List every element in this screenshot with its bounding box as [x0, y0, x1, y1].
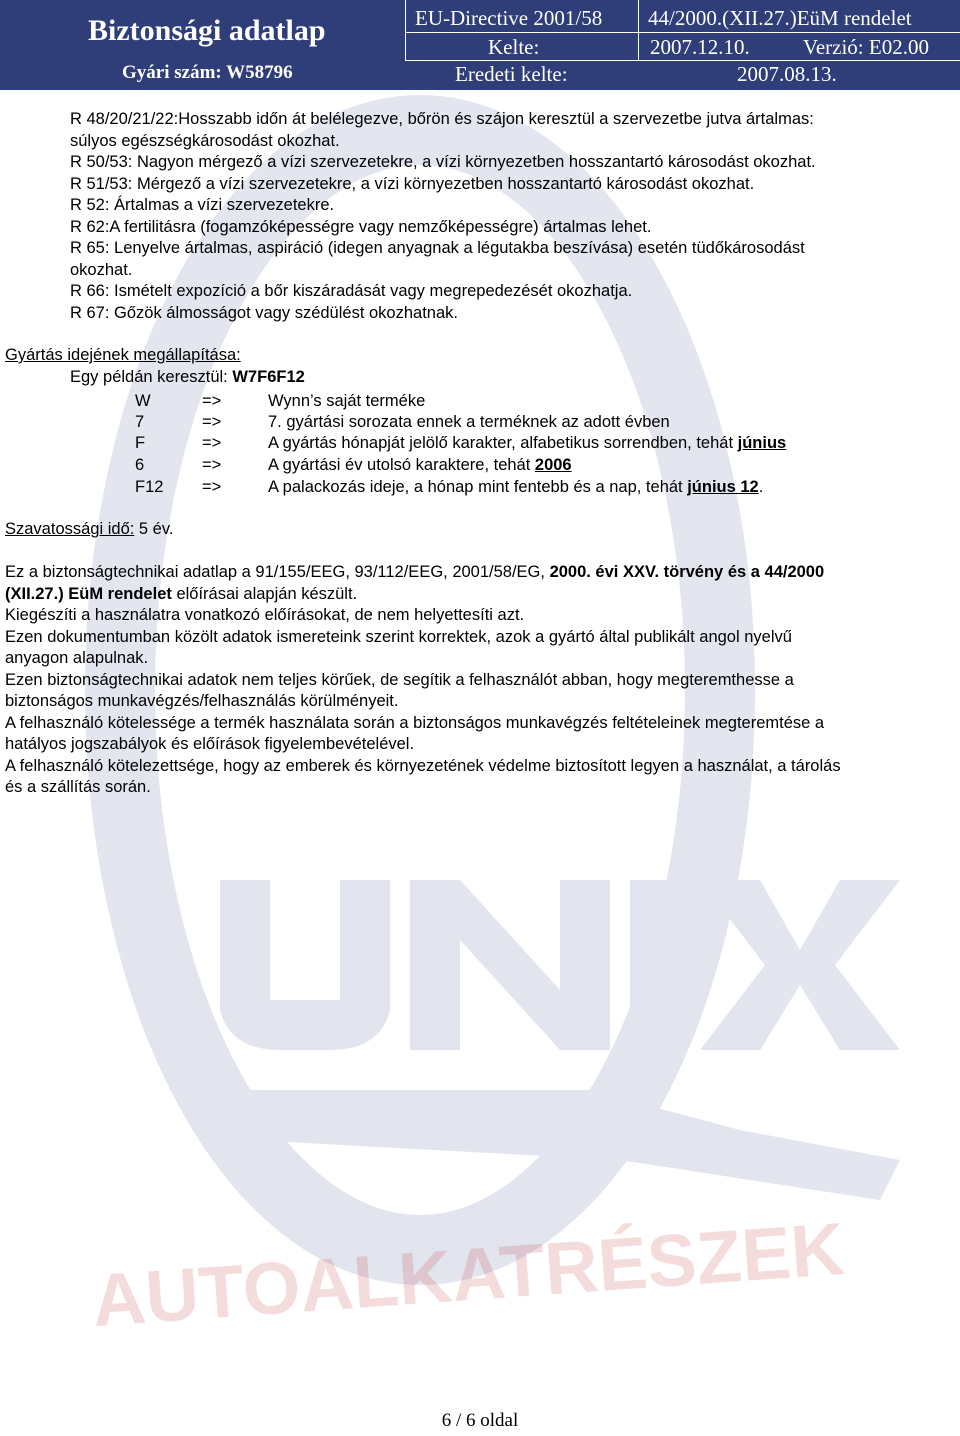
r-phrase: R 67: Gőzök álmosságot vagy szédülést okozhatnak.	[70, 303, 458, 322]
code-description: A gyártás hónapját jelölő karakter, alfabetikus sorrendben, tehát június	[268, 434, 787, 452]
arrow: =>	[202, 434, 222, 452]
kelte-value: 2007.12.10.	[650, 35, 750, 59]
arrow: =>	[202, 456, 222, 474]
header-divider	[638, 0, 639, 60]
code-description: A palackozás ideje, a hónap mint fentebb és a nap, tehát június 12.	[268, 478, 764, 496]
closing-line: Ezen biztonságtechnikai adatok nem teljes körűek, de segítik a felhasználót abban, hogy megteremthesse a	[5, 670, 794, 689]
r-phrase: súlyos egészségkárosodást okozhat.	[70, 131, 340, 150]
original-date-value: 2007.08.13.	[737, 62, 837, 86]
header-divider	[405, 60, 960, 61]
code-description: 7. gyártási sorozata ennek a terméknek az adott évben	[268, 413, 670, 431]
code-letter: 6	[135, 456, 145, 474]
page-number: 6 / 6 oldal	[441, 1410, 519, 1431]
serial-number: Gyári szám: W58796	[122, 62, 293, 83]
header-divider	[0, 90, 960, 92]
decree: 44/2000.(XII.27.)EüM rendelet	[648, 6, 912, 30]
code-letter: W	[135, 392, 151, 410]
version: Verzió: E02.00	[803, 35, 929, 59]
closing-statements	[5, 562, 841, 799]
production-heading: Gyártás idejének megállapítása:	[5, 346, 241, 364]
page-header	[0, 0, 960, 92]
shelf-life: Szavatossági idő: 5 év.	[5, 520, 174, 538]
closing-line: biztonságos munkavégzés/felhasználás körülményeit.	[5, 692, 399, 710]
closing-line: A felhasználó kötelezettsége, hogy az emberek és környezetének védelme biztosított legyen a használat, a tárolás	[5, 756, 841, 775]
r-phrase: okozhat.	[70, 260, 133, 279]
r-phrase-list	[70, 109, 816, 324]
arrow: =>	[202, 478, 222, 496]
closing-line: anyagon alapulnak.	[5, 649, 149, 667]
r-phrase: R 51/53: Mérgező a vízi szervezetekre, a vízi környezetben hosszantartó károsodást okozhat.	[70, 174, 755, 193]
example-code: W7F6F12	[232, 368, 305, 386]
closing-line: Ezen dokumentumban közölt adatok ismereteink szerint korrektek, azok a gyártó által publikált angol nyelvű	[5, 627, 792, 646]
closing-line: hatályos jogszabályok és előírások figyelembevételével.	[5, 735, 415, 753]
r-phrase: R 52: Ártalmas a vízi szervezetekre.	[70, 196, 335, 214]
r-phrase: R 50/53: Nagyon mérgező a vízi szervezetekre, a vízi környezetben hosszantartó károsodást okozhat.	[70, 153, 816, 171]
arrow: =>	[202, 413, 222, 431]
r-phrase: R 62:A fertilitásra (fogamzóképességre vagy nemzőképességre) ártalmas lehet.	[70, 217, 652, 236]
production-example: Egy példán keresztül: W7F6F12	[70, 368, 305, 386]
legal-basis-line: Ez a biztonságtechnikai adatlap a 91/155/EEG, 93/112/EEG, 2001/58/EG, 2000. évi XXV. törvény és a 44/2000	[5, 563, 825, 581]
original-date-label: Eredeti kelte:	[455, 62, 568, 86]
code-letter: 7	[135, 413, 145, 431]
r-phrase: R 66: Ismételt expozíció a bőr kiszáradását vagy megrepedezését okozhatja.	[70, 282, 633, 300]
header-divider	[405, 32, 960, 33]
legal-basis-line: (XII.27.) EüM rendelet előírásai alapján készült.	[5, 584, 358, 603]
closing-line: és a szállítás során.	[5, 778, 151, 796]
code-letter: F	[135, 434, 146, 452]
code-description: A gyártási év utolsó karaktere, tehát 2006	[268, 456, 572, 474]
arrow: =>	[202, 392, 222, 410]
closing-line: A felhasználó kötelessége a termék használata során a biztonságos munkavégzés feltételeinek megteremtése a	[5, 713, 825, 732]
code-description: Wynn’s saját terméke	[268, 392, 426, 410]
watermark-text: AUTOALKATRÉSZEK	[89, 1206, 848, 1343]
closing-line: Kiegészíti a használatra vonatkozó előírásokat, de nem helyettesíti azt.	[5, 606, 525, 624]
r-phrase: R 65: Lenyelve ártalmas, aspiráció (idegen anyagnak a légutakba beszívása) esetén tüdőkárosodást	[70, 239, 805, 257]
r-phrase: R 48/20/21/22:Hosszabb időn át belélegezve, bőrön és szájon keresztül a szervezetbe jutva ártalmas:	[70, 110, 814, 128]
kelte-label: Kelte:	[488, 35, 540, 59]
code-letter: F12	[135, 478, 164, 496]
header-divider	[405, 0, 406, 60]
document-title: Biztonsági adatlap	[88, 14, 326, 47]
directive: EU-Directive 2001/58	[415, 6, 603, 30]
